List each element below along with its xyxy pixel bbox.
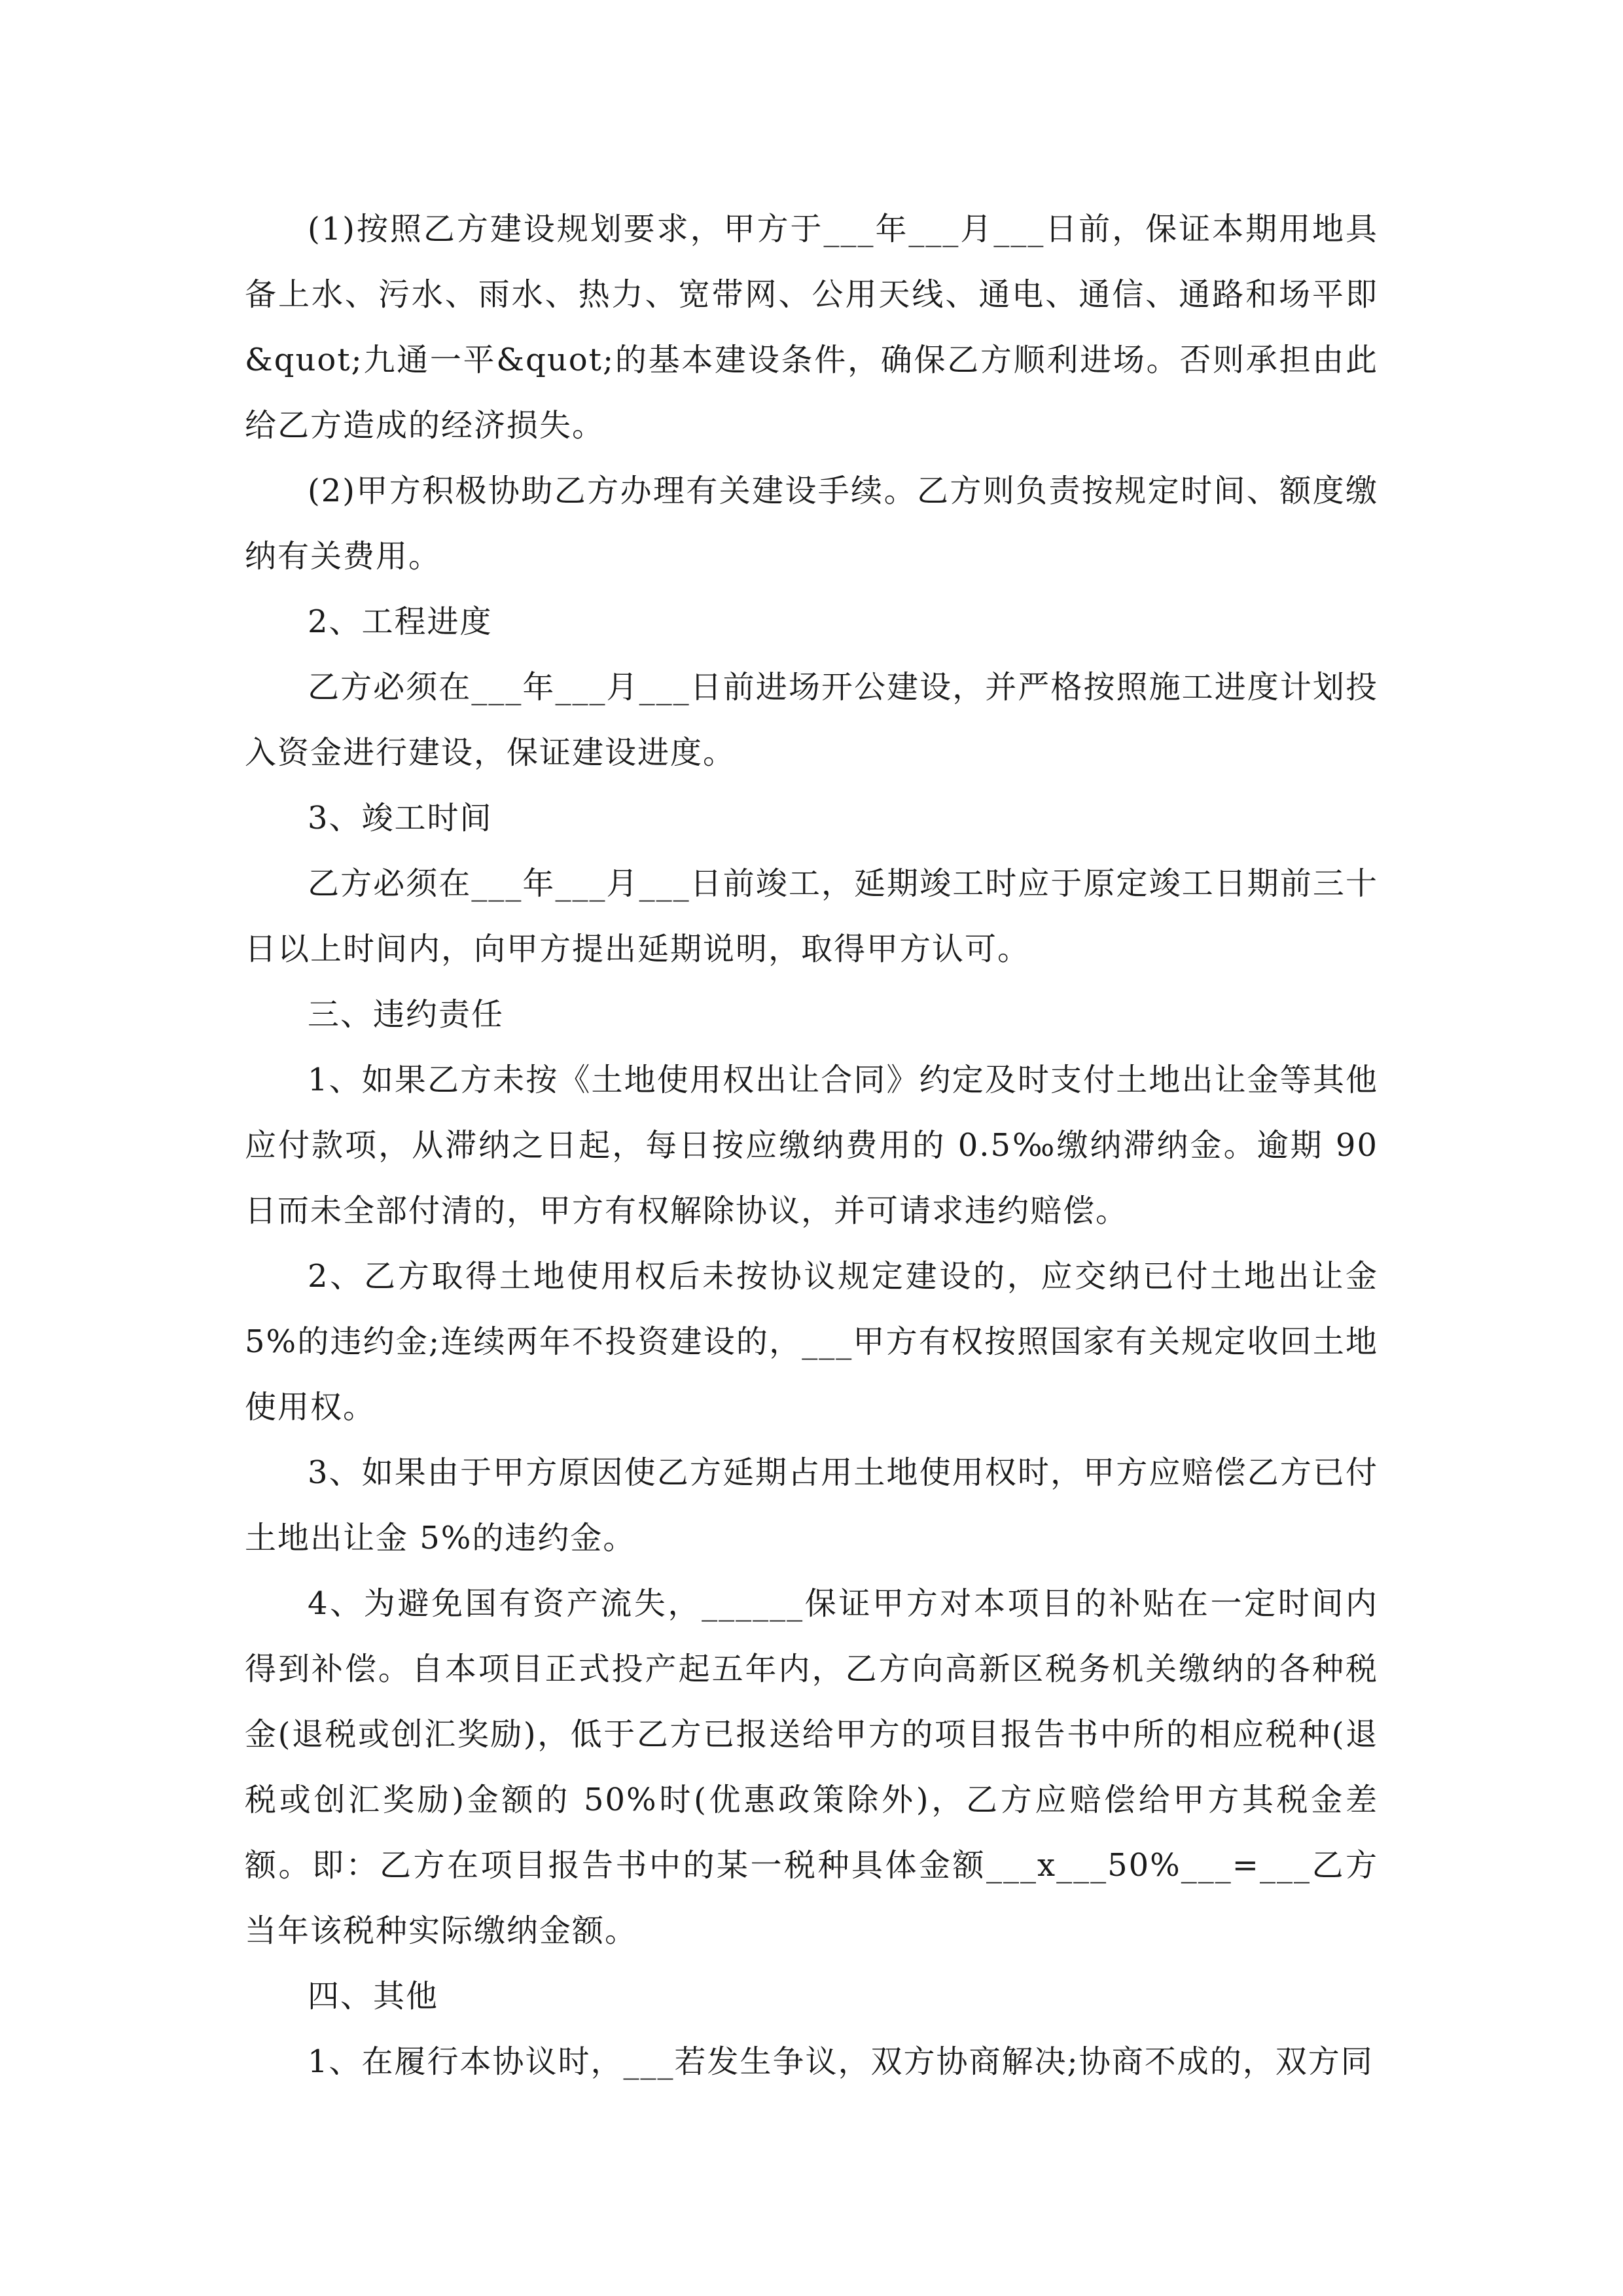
- paragraph-procedures: (2)甲方积极协助乙方办理有关建设手续。乙方则负责按规定时间、额度缴纳有关费用。: [245, 473, 1378, 575]
- document-body: [245, 196, 1378, 2094]
- paragraph-breach-1: 1、如果乙方未按《土地使用权出让合同》约定及时支付土地出让金等其他应付款项，从滞纳之日起，每日按应缴纳费用的 0.5‰缴纳滞纳金。逾期 90 日而未全部付清的，甲方有权解除协议，并可请求违约赔偿。: [245, 1062, 1378, 1229]
- paragraph-other-1: 1、在履行本协议时，___若发生争议，双方协商解决;协商不成的，双方同: [308, 2043, 1374, 2080]
- paragraph-breach-4: 4、为避免国有资产流失，______保证甲方对本项目的补贴在一定时间内得到补偿。自本项目正式投产起五年内，乙方向高新区税务机关缴纳的各种税金(退税或创汇奖励)，低于乙方已报送给甲方的项目报告书中所的相应税种(退税或创汇奖励)金额的 50%时(优惠政策除外)，乙方应赔偿给甲方其税金差额。即：乙方在项目报告书中的某一税种具体金额___x___50%___=___乙方当年该税种实际缴纳金额。: [245, 1585, 1378, 1949]
- paragraph-breach-3: 3、如果由于甲方原因使乙方延期占用土地使用权时，甲方应赔偿乙方已付土地出让金 5%的违约金。: [245, 1454, 1378, 1556]
- heading-project-progress: 2、工程进度: [308, 603, 493, 640]
- heading-breach-liability: 三、违约责任: [308, 996, 505, 1033]
- paragraph-breach-2: 2、乙方取得土地使用权后未按协议规定建设的，应交纳已付土地出让金 5%的违约金;连续两年不投资建设的，___甲方有权按照国家有关规定收回土地使用权。: [245, 1258, 1378, 1426]
- paragraph-infrastructure: (1)按照乙方建设规划要求，甲方于___年___月___日前，保证本期用地具备上水、污水、雨水、热力、宽带网、公用天线、通电、通信、通路和场平即&quot;九通一平&quot;的基本建设条件，确保乙方顺利进场。否则承担由此给乙方造成的经济损失。: [245, 211, 1378, 444]
- paragraph-progress: 乙方必须在___年___月___日前进场开公建设，并严格按照施工进度计划投入资金进行建设，保证建设进度。: [245, 669, 1378, 771]
- heading-completion-time: 3、竣工时间: [308, 800, 493, 836]
- heading-other: 四、其他: [308, 1978, 439, 2015]
- paragraph-completion: 乙方必须在___年___月___日前竣工，延期竣工时应于原定竣工日期前三十日以上时间内，向甲方提出延期说明，取得甲方认可。: [245, 865, 1378, 967]
